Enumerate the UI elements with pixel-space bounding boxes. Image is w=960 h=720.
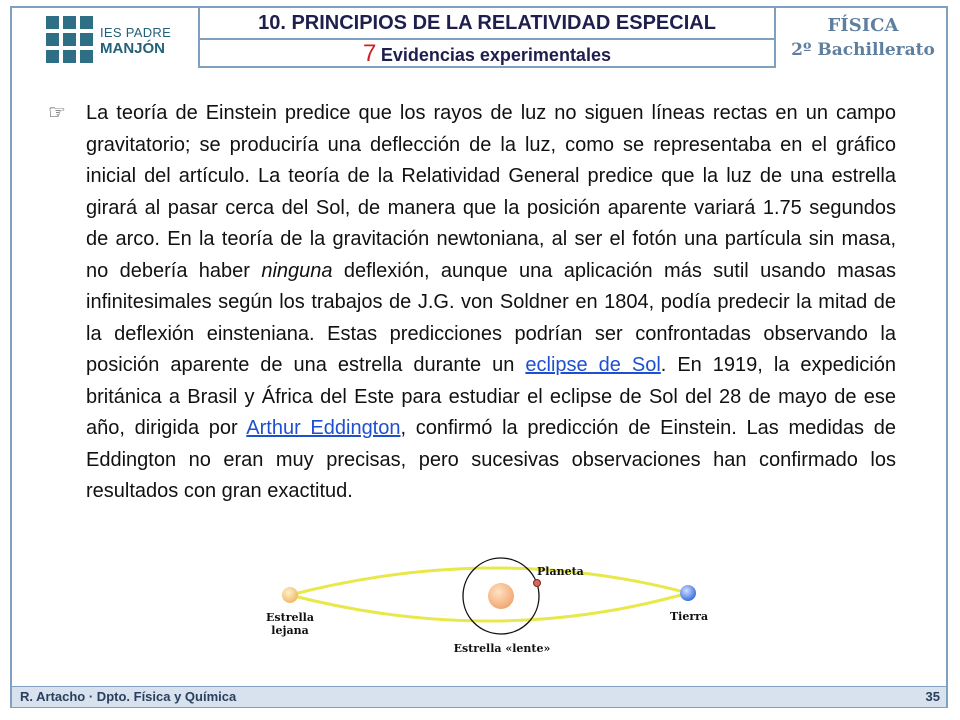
logo-line2: MANJÓN [100,40,166,57]
distant-star-icon [282,587,298,603]
footer-author: R. Artacho · Dpto. Física y Química [20,689,237,704]
eddington-link[interactable]: Arthur Eddington [246,417,401,439]
upper-light-ray [290,568,688,595]
label-estrella-lejana: Estrella lejana [266,611,314,637]
subject-name: FÍSICA [827,15,899,36]
body-text-4: , confirmó la predicción de Einstein. Las medidas de Eddington no eran muy precisas, pero sucesivas observaciones han confirmado los resultados con gran exactitud. [86,417,896,502]
title-box [198,6,776,68]
body-text-3: . En 1919, la expedición británica a Brasil y África del Este para estudiar el eclipse de Sol del 28 de mayo de ese año, dirigida por [86,354,896,439]
label-tierra: Tierra [670,610,709,623]
school-logo [38,12,188,68]
subject-badge [778,10,948,66]
lens-star-icon [488,583,514,609]
section-title [200,40,774,68]
light-deflection-diagram [250,550,730,665]
course-name: 2º Bachillerato [791,40,935,60]
section-title-text: Evidencias experimentales [380,45,611,65]
label-planeta: Planeta [537,565,584,578]
body-emphasis: ninguna [261,259,333,282]
body-text-1: La teoría de Einstein predice que los rayos de luz no siguen líneas rectas en un campo gravitatorio; se produciría una deflección de la luz, como se representaba en el gráfico inicial del artículo. La teoría de la Relatividad General predice que la luz de una estrella girará al pasar cerca del Sol, de manera que la posición aparente variará 1.75 segundos de arco. En la teoría de la gravitación newtoniana, al ser el fotón una partícula sin masa, no debería haber [86,102,896,282]
logo-line1: IES PADRE [100,25,172,40]
planet-icon [534,580,541,587]
body-text-2: deflexión, aunque una aplicación más sutil usando masas infinitesimales según los trabajos de J.G. von Soldner en 1804, podía predecir la mitad de la deflexión einsteniana. Estas predicciones podrían ser confrontadas observando la posición aparente de una estrella durante un [86,259,897,376]
label-estrella-lente: Estrella «lente» [453,642,551,655]
page-number: 35 [925,689,940,704]
logo-grid-icon [46,16,94,64]
eclipse-link[interactable]: eclipse de Sol [525,354,661,376]
body-paragraph [86,98,896,508]
footer-bar [12,686,946,707]
earth-icon [680,585,696,601]
chapter-title: 10. PRINCIPIOS DE LA RELATIVIDAD ESPECIAL [200,8,774,40]
content-block [48,98,896,528]
section-number: 7 [363,40,377,67]
pointing-hand-icon: ☞ [48,102,66,124]
